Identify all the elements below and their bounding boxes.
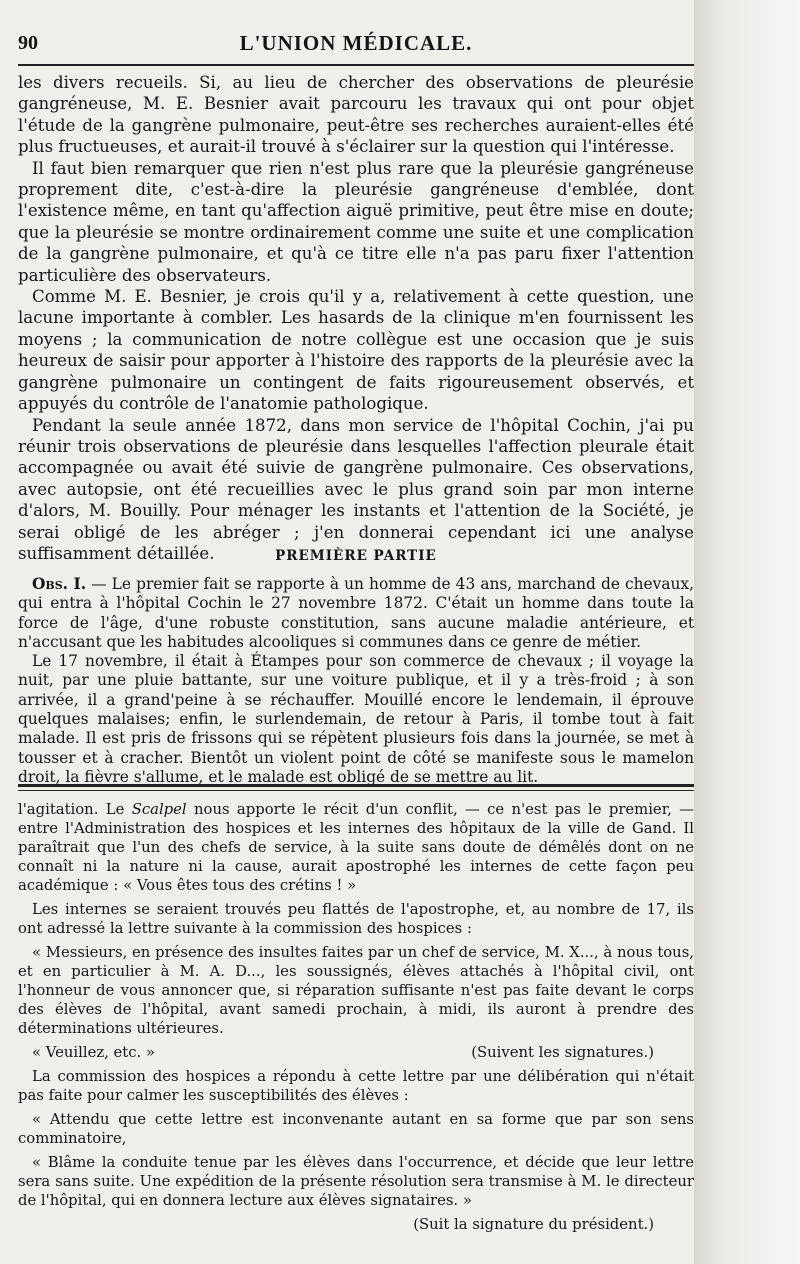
observation-text-1: — Le premier fait se rapporte à un homme de 43 ans, marchand de chevaux, qui entra à l'hôpital Cochin le 27 novembre 1872. C'était un homme dans toute la force de l'âge, d'une robuste constitution, sans aucune maladie antérieure, et n'accusant que les habitudes alcooliques si communes dans ce genre de métier. [18, 575, 695, 651]
president-signature: (Suit la signature du président.) [413, 1216, 654, 1233]
paragraph: Les internes se seraient trouvés peu flattés de l'apostrophe, et, au nombre de 17, ils ont adressé la lettre suivante à la commission des hospices : [18, 901, 694, 937]
page-edge [694, 0, 800, 1264]
journal-page [18, 0, 694, 1264]
header-rule [18, 64, 694, 66]
paragraph: « Attendu que cette lettre est inconvenante autant en sa forme que par son sens comminatoire, [18, 1111, 694, 1147]
paragraph: Il faut bien remarquer que rien n'est plus rare que la pleurésie gangréneuse proprement dite, c'est-à-dire la pleurésie gangréneuse d'emblée, dont l'existence même, en tant qu'affection aiguë primitive, peut être mise en doute; que la pleurésie se montre ordinairement comme une suite et une complication de la gangrène pulmonaire, et qu'à ce titre elle n'a pas paru fixer l'attention particulière des observateurs. [18, 158, 694, 285]
paragraph: les divers recueils. Si, au lieu de chercher des observations de pleurésie gangréneuse, M. E. Besnier avait parcouru les travaux qui ont pour objet l'étude de la gangrène pulmonaire, peut-être ses recherches auraient-elles été plus fructueuses, et aurait-il trouvé à s'éclairer sur la question qui l'intéresse. [18, 73, 694, 157]
paragraph [18, 1043, 694, 1062]
text-span: nous apporte le récit d'un conflit, — ce n'est pas le premier, — entre l'Administration des hospices et les internes des hôpitaux de la ville de Gand. Il paraîtrait que l'un des chefs de service, à la suite sans doute de démêlés dont on ne connaît ni la nature ni la cause, aurait apostrophé les internes de cette façon peu académique : « Vous êtes tous des crétins ! » [18, 801, 694, 894]
journal-title: L'UNION MÉDICALE. [239, 31, 473, 55]
signature-note: (Suivent les signatures.) [471, 1044, 654, 1061]
italic-title: Scalpel [131, 801, 187, 818]
section-title: PREMIÈRE PARTIE [275, 548, 437, 564]
observation-label: Obs. I. [32, 575, 87, 593]
quoted-letter: « Messieurs, en présence des insultes faites par un chef de service, M. X..., à nous tous, et en particulier à M. A. D..., les soussignés, élèves attachés à l'hôpital civil, ont l'honneur de vous annoncer que, si réparation suffisante n'est pas faite devant le corps des élèves de l'hôpital, avant samedi prochain, à midi, ils auront à prendre des déterminations ultérieures. [18, 944, 694, 1037]
paragraph: La commission des hospices a répondu à cette lettre par une délibération qui n'était pas faite pour calmer les susceptibilités des élèves : [18, 1068, 694, 1104]
paragraph [18, 800, 694, 895]
feuilleton-rule-thin [18, 790, 694, 791]
paragraph: Le 17 novembre, il était à Étampes pour son commerce de chevaux ; il voyage la nuit, par une pluie battante, sur une voiture publique, et il y a très-froid ; à son arrivée, il a grand'peine à se réchauffer. Mouillé encore le lendemain, il éprouve quelques malaises; enfin, le surlendemain, de retour à Paris, il tombe tout à fait malade. Il est pris de frissons qui se répètent plusieurs fois dans la journée, se met à tousser et à cracher. Bientôt un violent point de côté se manifeste sous le mamelon droit, la fièvre s'allume, et le malade est obligé de se mettre au lit. [18, 652, 694, 786]
paragraph: « Blâme la conduite tenue par les élèves dans l'occurrence, et décide que leur lettre sera sans suite. Une expédition de la présente résolution sera transmise à M. le directeur de l'hôpital, qui en donnera lecture aux élèves signataires. » [18, 1154, 694, 1209]
paragraph: Pendant la seule année 1872, dans mon service de l'hôpital Cochin, j'ai pu réunir trois observations de pleurésie dans lesquelles l'affection pleurale était accompagnée ou avait été suivie de gangrène pulmonaire. Ces observations, avec autopsie, ont été recueillies avec le plus grand soin par mon interne d'alors, M. Bouilly. Pour ménager les instants et l'attention de la Société, je serai obligé de les abréger ; j'en donnerai cependant ici une analyse suffisamment détaillée. [18, 415, 694, 563]
page-header [18, 30, 694, 56]
page-number: 90 [18, 32, 38, 54]
closing-formula: « Veuillez, etc. » [32, 1044, 155, 1061]
paragraph: Comme M. E. Besnier, je crois qu'il y a, relativement à cette question, une lacune importante à combler. Les hasards de la clinique m'en fournissent les moyens ; la communication de notre collègue est une occasion que je suis heureux de saisir pour apporter à l'histoire des rapports de la pleurésie avec la gangrène pulmonaire un contingent de faits rigoureusement observés, et appuyés du contrôle de l'anatomie pathologique. [18, 287, 694, 414]
main-text [18, 72, 694, 564]
text-span: l'agitation. Le [18, 801, 132, 818]
feuilleton-text [18, 800, 694, 1239]
feuilleton-rule [18, 784, 694, 787]
observation-text [18, 575, 694, 787]
paragraph [18, 575, 694, 652]
